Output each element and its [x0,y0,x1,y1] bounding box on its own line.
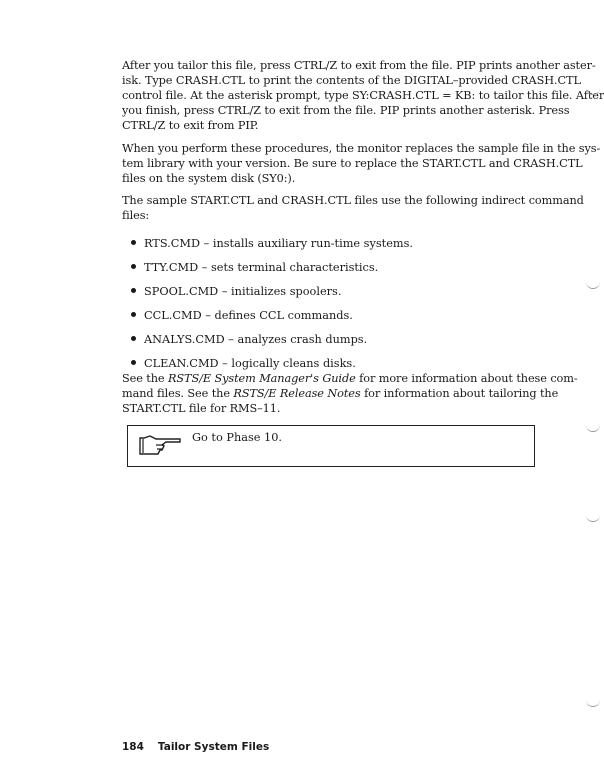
bullet-icon [131,312,136,317]
page-number: 184 [122,741,144,753]
text: mand files. See the [122,387,234,400]
paragraph-3-line: files: [122,209,150,222]
see-also-line-2 [122,386,558,401]
bullet-item [131,284,341,299]
text: for information about tailoring the [360,387,559,400]
binding-mark [586,700,600,707]
bullet-text: CLEAN.CMD – logically cleans disks. [144,357,356,370]
paragraph-2-line: When you perform these procedures, the monitor replaces the sample file in the sys- [122,142,601,155]
bullet-icon [131,336,136,341]
bullet-icon [131,264,136,269]
paragraph-1-line: you finish, press CTRL/Z to exit from the file. PIP prints another asterisk. Press [122,104,570,117]
bullet-text: RTS.CMD – installs auxiliary run-time systems. [144,237,413,250]
paragraph-2-line: files on the system disk (SY0:). [122,172,296,185]
callout-text: Go to Phase 10. [192,431,282,444]
text: See the [122,372,168,385]
pointing-hand-icon [138,434,182,456]
paragraph-1-line: After you tailor this file, press CTRL/Z to exit from the file. PIP prints another aster- [122,59,596,72]
paragraph-1-line: CTRL/Z to exit from PIP. [122,119,259,132]
bullet-text: SPOOL.CMD – initializes spoolers. [144,285,342,298]
see-also-line-1 [122,371,578,386]
binding-mark [586,515,600,522]
paragraph-1-line: control file. At the asterisk prompt, type SY:CRASH.CTL = KB: to tailor this file. After [122,89,604,102]
see-also-line-3: START.CTL file for RMS–11. [122,402,281,415]
bullet-text: CCL.CMD – defines CCL commands. [144,309,353,322]
callout-box [127,425,535,467]
paragraph-3-line: The sample START.CTL and CRASH.CTL files use the following indirect command [122,194,584,207]
paragraph-1-line: isk. Type CRASH.CTL to print the contents of the DIGITAL–provided CRASH.CTL [122,74,581,87]
bullet-item [131,236,413,251]
book-title: RSTS/E Release Notes [233,387,361,400]
bullet-icon [131,360,136,365]
paragraph-2-line: tem library with your version. Be sure to replace the START.CTL and CRASH.CTL [122,157,583,170]
section-title: Tailor System Files [157,741,270,753]
bullet-text: TTY.CMD – sets terminal characteristics. [144,261,379,274]
bullet-item [131,308,353,323]
bullet-item [131,260,378,275]
text: for more information about these com- [355,372,578,385]
page-footer [122,741,283,753]
book-title: RSTS/E System Manager's Guide [168,372,356,385]
bullet-item [131,356,356,371]
bullet-icon [131,240,136,245]
binding-mark [586,282,600,289]
bullet-text: ANALYS.CMD – analyzes crash dumps. [144,333,368,346]
bullet-icon [131,288,136,293]
binding-mark [586,425,600,432]
bullet-item [131,332,367,347]
